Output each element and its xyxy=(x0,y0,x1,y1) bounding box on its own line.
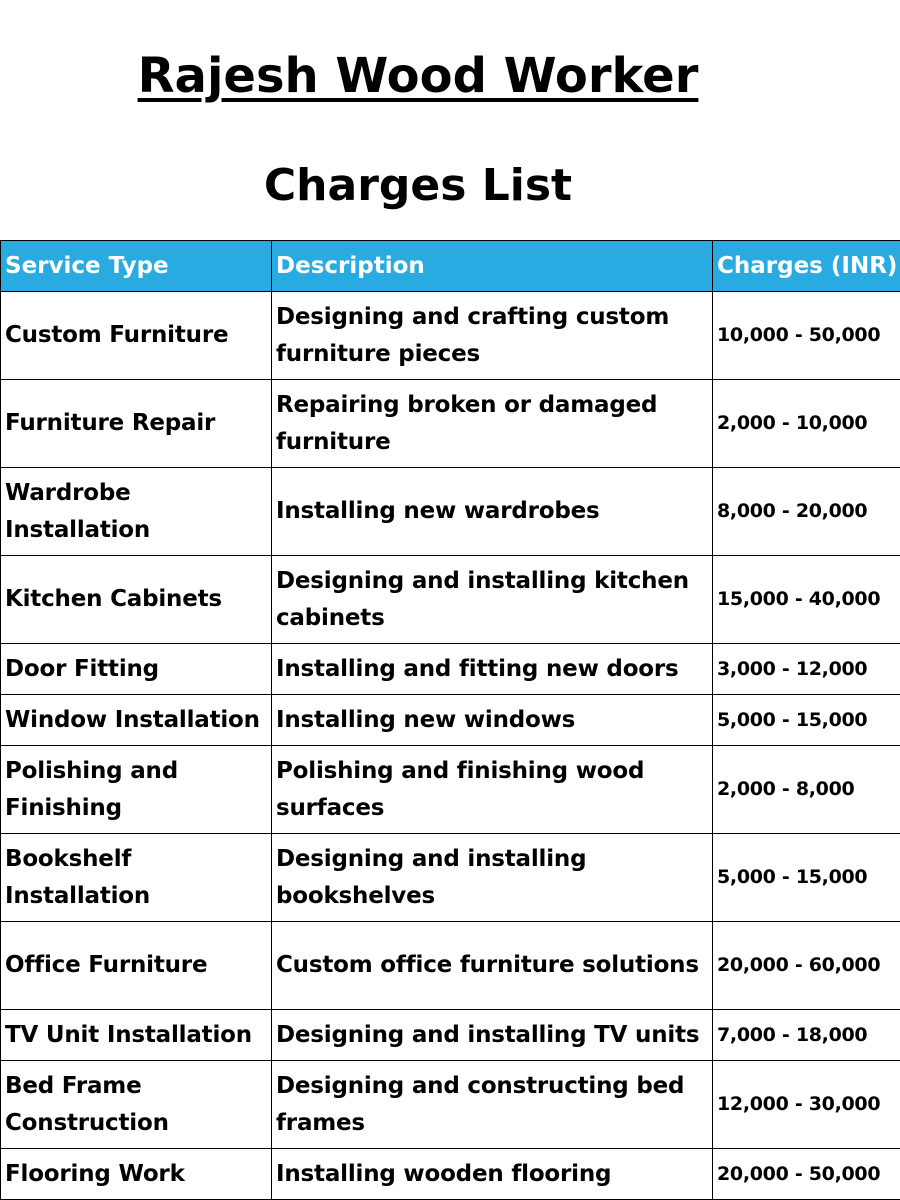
charges-cell: 2,000 - 10,000 xyxy=(713,380,900,468)
service-cell: Furniture Repair xyxy=(1,380,272,468)
column-header-service-type: Service Type xyxy=(1,241,272,292)
service-cell: Bookshelf Installation xyxy=(1,834,272,922)
description-cell: Installing wooden flooring xyxy=(272,1149,713,1200)
table-row xyxy=(1,834,900,922)
charges-cell: 8,000 - 20,000 xyxy=(713,468,900,556)
description-cell: Designing and constructing bed frames xyxy=(272,1061,713,1149)
service-cell: Wardrobe Installation xyxy=(1,468,272,556)
column-header-charges: Charges (INR) xyxy=(713,241,900,292)
description-cell: Designing and crafting custom furniture pieces xyxy=(272,292,713,380)
table-header-row xyxy=(1,241,900,292)
description-cell: Polishing and finishing wood surfaces xyxy=(272,746,713,834)
description-cell: Custom office furniture solutions xyxy=(272,922,713,1010)
service-cell: Custom Furniture xyxy=(1,292,272,380)
page-title: Rajesh Wood Worker xyxy=(137,48,699,104)
table-row xyxy=(1,1149,900,1200)
description-cell: Repairing broken or damaged furniture xyxy=(272,380,713,468)
description-cell: Designing and installing TV units xyxy=(272,1010,713,1061)
description-cell: Installing and fitting new doors xyxy=(272,644,713,695)
description-cell: Installing new wardrobes xyxy=(272,468,713,556)
charges-cell: 5,000 - 15,000 xyxy=(713,834,900,922)
service-cell: Flooring Work xyxy=(1,1149,272,1200)
service-cell: Office Furniture xyxy=(1,922,272,1010)
table-row xyxy=(1,695,900,746)
page-subtitle: Charges List xyxy=(263,160,573,211)
description-cell: Installing new windows xyxy=(272,695,713,746)
charges-table xyxy=(0,240,900,1200)
service-cell: Window Installation xyxy=(1,695,272,746)
charges-cell: 10,000 - 50,000 xyxy=(713,292,900,380)
charges-cell: 15,000 - 40,000 xyxy=(713,556,900,644)
charges-cell: 2,000 - 8,000 xyxy=(713,746,900,834)
service-cell: Bed Frame Construction xyxy=(1,1061,272,1149)
table-row xyxy=(1,1010,900,1061)
charges-cell: 7,000 - 18,000 xyxy=(713,1010,900,1061)
service-cell: TV Unit Installation xyxy=(1,1010,272,1061)
service-cell: Polishing and Finishing xyxy=(1,746,272,834)
description-cell: Designing and installing kitchen cabinets xyxy=(272,556,713,644)
column-header-description: Description xyxy=(272,241,713,292)
table-row xyxy=(1,1061,900,1149)
table-row xyxy=(1,292,900,380)
charges-cell: 5,000 - 15,000 xyxy=(713,695,900,746)
service-cell: Kitchen Cabinets xyxy=(1,556,272,644)
table-row xyxy=(1,746,900,834)
table-row xyxy=(1,380,900,468)
charges-cell: 20,000 - 60,000 xyxy=(713,922,900,1010)
description-cell: Designing and installing bookshelves xyxy=(272,834,713,922)
charges-cell: 12,000 - 30,000 xyxy=(713,1061,900,1149)
table-row xyxy=(1,644,900,695)
service-cell: Door Fitting xyxy=(1,644,272,695)
table-row xyxy=(1,922,900,1010)
charges-cell: 20,000 - 50,000 xyxy=(713,1149,900,1200)
table-row xyxy=(1,556,900,644)
table-row xyxy=(1,468,900,556)
charges-cell: 3,000 - 12,000 xyxy=(713,644,900,695)
